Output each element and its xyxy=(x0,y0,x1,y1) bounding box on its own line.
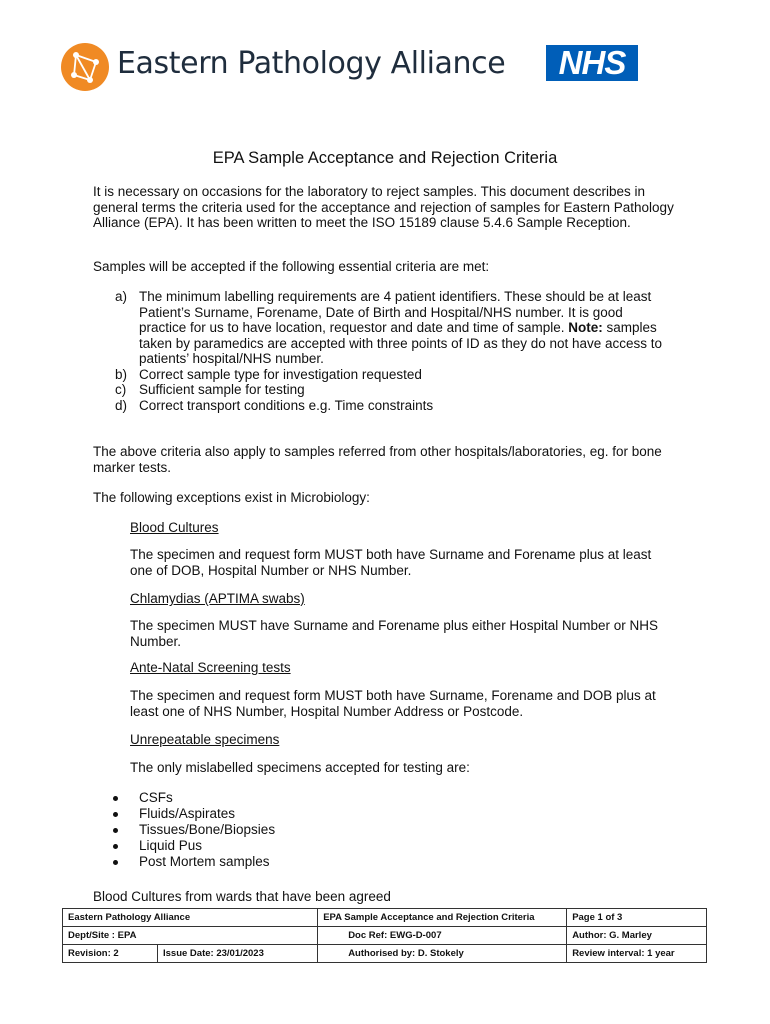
list-item-text: Liquid Pus xyxy=(139,838,203,853)
wards-paragraph: Blood Cultures from wards that have been agreed xyxy=(93,889,391,904)
criteria-list xyxy=(93,289,673,413)
bullet-icon xyxy=(113,860,118,865)
criteria-item-a xyxy=(93,289,673,367)
criteria-item-text: The minimum labelling requirements are 4 patient identifiers. These should be at least Patient’s Surname, Forename, Date of Birth and Hospital/NHS number. It is good practice for us to have location, requestor and date and time of sample. xyxy=(139,289,652,335)
footer-org: Eastern Pathology Alliance xyxy=(63,909,318,927)
note-text: samples taken by paramedics are accepted with three points of ID as they do not have access to patients’ hospital/NHS number. xyxy=(139,320,663,366)
antenatal-heading: Ante-Natal Screening tests xyxy=(130,660,291,675)
list-item-text: Tissues/Bone/Biopsies xyxy=(139,822,276,837)
criteria-item-c xyxy=(93,382,673,398)
list-marker: a) xyxy=(115,289,128,304)
unrepeatable-text: The only mislabelled specimens accepted for testing are: xyxy=(130,760,470,775)
intro-paragraph: It is necessary on occasions for the laboratory to reject samples. This document describes in general terms the criteria used for the acceptance and rejection of samples for Eastern Pathology Alliance (EPA). It has been written to meet the ISO 15189 clause 5.4.6 Sample Reception. xyxy=(93,184,674,230)
unrepeatable-heading: Unrepeatable specimens xyxy=(130,732,280,747)
footer-doc-title: EPA Sample Acceptance and Rejection Criteria xyxy=(318,909,567,927)
antenatal-text: The specimen and request form MUST both have Surname, Forename and DOB plus at least one of NHS Number, Hospital Number Address or Postcode. xyxy=(130,688,656,719)
table-row xyxy=(63,909,707,927)
list-item xyxy=(113,790,275,806)
epa-network-logo-icon xyxy=(60,42,110,92)
bullet-icon xyxy=(113,828,118,833)
document-footer-table xyxy=(62,908,707,963)
specimen-bullet-list xyxy=(113,790,275,870)
list-item xyxy=(113,854,275,870)
document-title: EPA Sample Acceptance and Rejection Criteria xyxy=(212,149,558,167)
footer-page: Page 1 of 3 xyxy=(567,909,707,927)
footer-doc-ref: Doc Ref: EWG-D-007 xyxy=(318,927,567,945)
footer-revision: Revision: 2 xyxy=(63,945,158,963)
list-marker: b) xyxy=(115,366,128,382)
list-item-text: CSFs xyxy=(139,790,173,805)
org-name: Eastern Pathology Alliance xyxy=(117,46,506,81)
bullet-icon xyxy=(113,844,118,849)
list-marker: c) xyxy=(115,382,127,397)
referred-samples-paragraph: The above criteria also apply to samples referred from other hospitals/laboratories, eg. for bone marker tests. xyxy=(93,444,662,475)
list-marker: d) xyxy=(115,397,128,413)
exceptions-intro: The following exceptions exist in Microbiology: xyxy=(93,490,370,505)
footer-author: Author: G. Marley xyxy=(567,927,707,945)
nhs-logo: NHS xyxy=(546,45,638,81)
footer-authorised: Authorised by: D. Stokely xyxy=(318,945,567,963)
criteria-item-b xyxy=(93,367,673,383)
chlamydias-text: The specimen MUST have Surname and Forename plus either Hospital Number or NHS Number. xyxy=(130,618,658,649)
chlamydias-heading: Chlamydias (APTIMA swabs) xyxy=(130,591,305,606)
footer-issue-date: Issue Date: 23/01/2023 xyxy=(158,945,318,963)
list-item xyxy=(113,838,275,854)
bullet-icon xyxy=(113,812,118,817)
criteria-item-text: Correct transport conditions e.g. Time constraints xyxy=(139,397,434,413)
list-item-text: Post Mortem samples xyxy=(139,854,270,869)
table-row xyxy=(63,927,707,945)
criteria-item-text: Sufficient sample for testing xyxy=(139,382,305,397)
blood-cultures-text: The specimen and request form MUST both have Surname and Forename plus at least one of DOB, Hospital Number or NHS Number. xyxy=(130,547,652,578)
essential-criteria-intro: Samples will be accepted if the following essential criteria are met: xyxy=(93,259,490,274)
criteria-item-text: Correct sample type for investigation requested xyxy=(139,366,422,382)
footer-dept: Dept/Site : EPA xyxy=(63,927,318,945)
list-item-text: Fluids/Aspirates xyxy=(139,806,236,821)
bullet-icon xyxy=(113,796,118,801)
document-header xyxy=(60,40,660,100)
table-row xyxy=(63,945,707,963)
criteria-item-d xyxy=(93,398,673,414)
blood-cultures-heading: Blood Cultures xyxy=(130,520,219,535)
footer-review: Review interval: 1 year xyxy=(567,945,707,963)
list-item xyxy=(113,806,275,822)
list-item xyxy=(113,822,275,838)
note-label: Note: xyxy=(568,320,603,335)
